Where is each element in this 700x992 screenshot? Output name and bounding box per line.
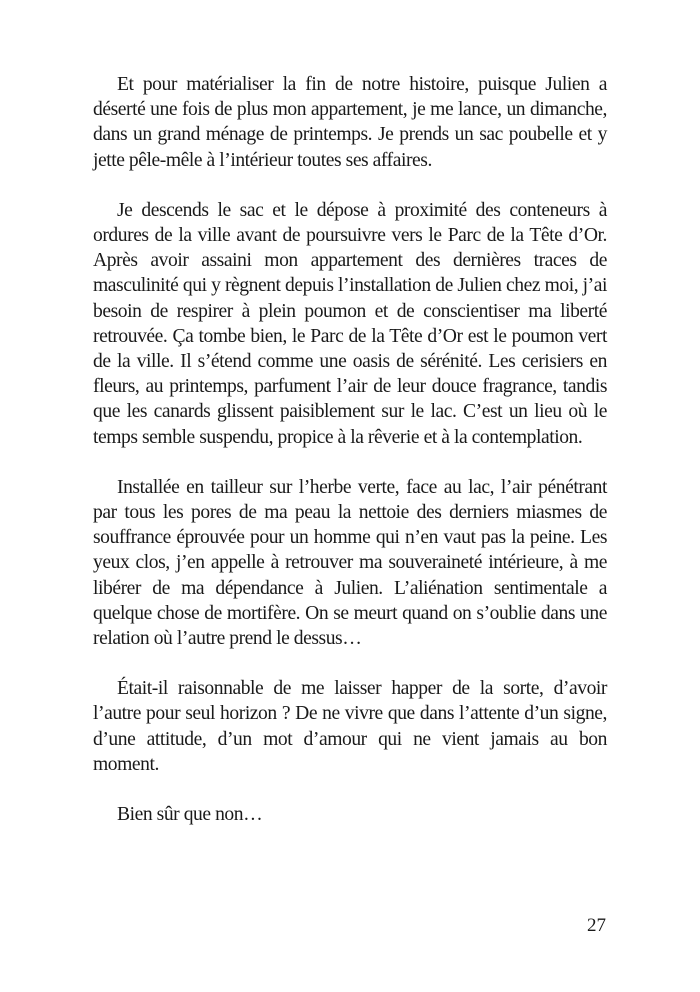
page-number: 27 xyxy=(587,915,606,936)
paragraph-2: Je descends le sac et le dépose à proximité des conteneurs à ordures de la ville avant de poursuivre vers le Parc de la Tête d’Or. Après avoir assaini mon appartement des dernières traces de masculinité qui y règnent depuis l’installation de Julien chez moi, j’ai besoin de respirer à plein poumon et de conscientiser ma liberté retrouvée. Ça tombe bien, le Parc de la Tête d’Or est le poumon vert de la ville. Il s’étend comme une oasis de sérénité. Les cerisiers en fleurs, au printemps, parfument l’air de leur douce fragrance, tandis que les canards glissent paisiblement sur le lac. C’est un lieu où le temps semble suspendu, propice à la rêverie et à la contemplation. xyxy=(93,199,607,448)
paragraph-3: Installée en tailleur sur l’herbe verte, face au lac, l’air pénétrant par tous les pores de ma peau la nettoie des derniers miasmes de souffrance éprouvée pour un homme qui n’en vaut pas la peine. Les yeux clos, j’en appelle à retrouver ma souveraineté intérieure, à me libérer de ma dépendance à Julien. L’aliénation sentimentale a quelque chose de mortifère. On se meurt quand on s’oublie dans une relation où l’autre prend le dessus… xyxy=(93,476,607,650)
body-text xyxy=(93,72,607,852)
paragraph-5: Bien sûr que non… xyxy=(117,804,263,826)
paragraph-1: Et pour matérialiser la fin de notre histoire, puisque Julien a déserté une fois de plus mon appartement, je me lance, un dimanche, dans un grand ménage de printemps. Je prends un sac poubelle et y jette pêle-mêle à l’intérieur toutes ses affaires. xyxy=(93,74,607,171)
paragraph-4: Était-il raisonnable de me laisser happer de la sorte, d’avoir l’autre pour seul horizon ? De ne vivre que dans l’attente d’un signe, d’une attitude, d’un mot d’amour qui ne vient jamais au bon moment. xyxy=(93,678,607,775)
